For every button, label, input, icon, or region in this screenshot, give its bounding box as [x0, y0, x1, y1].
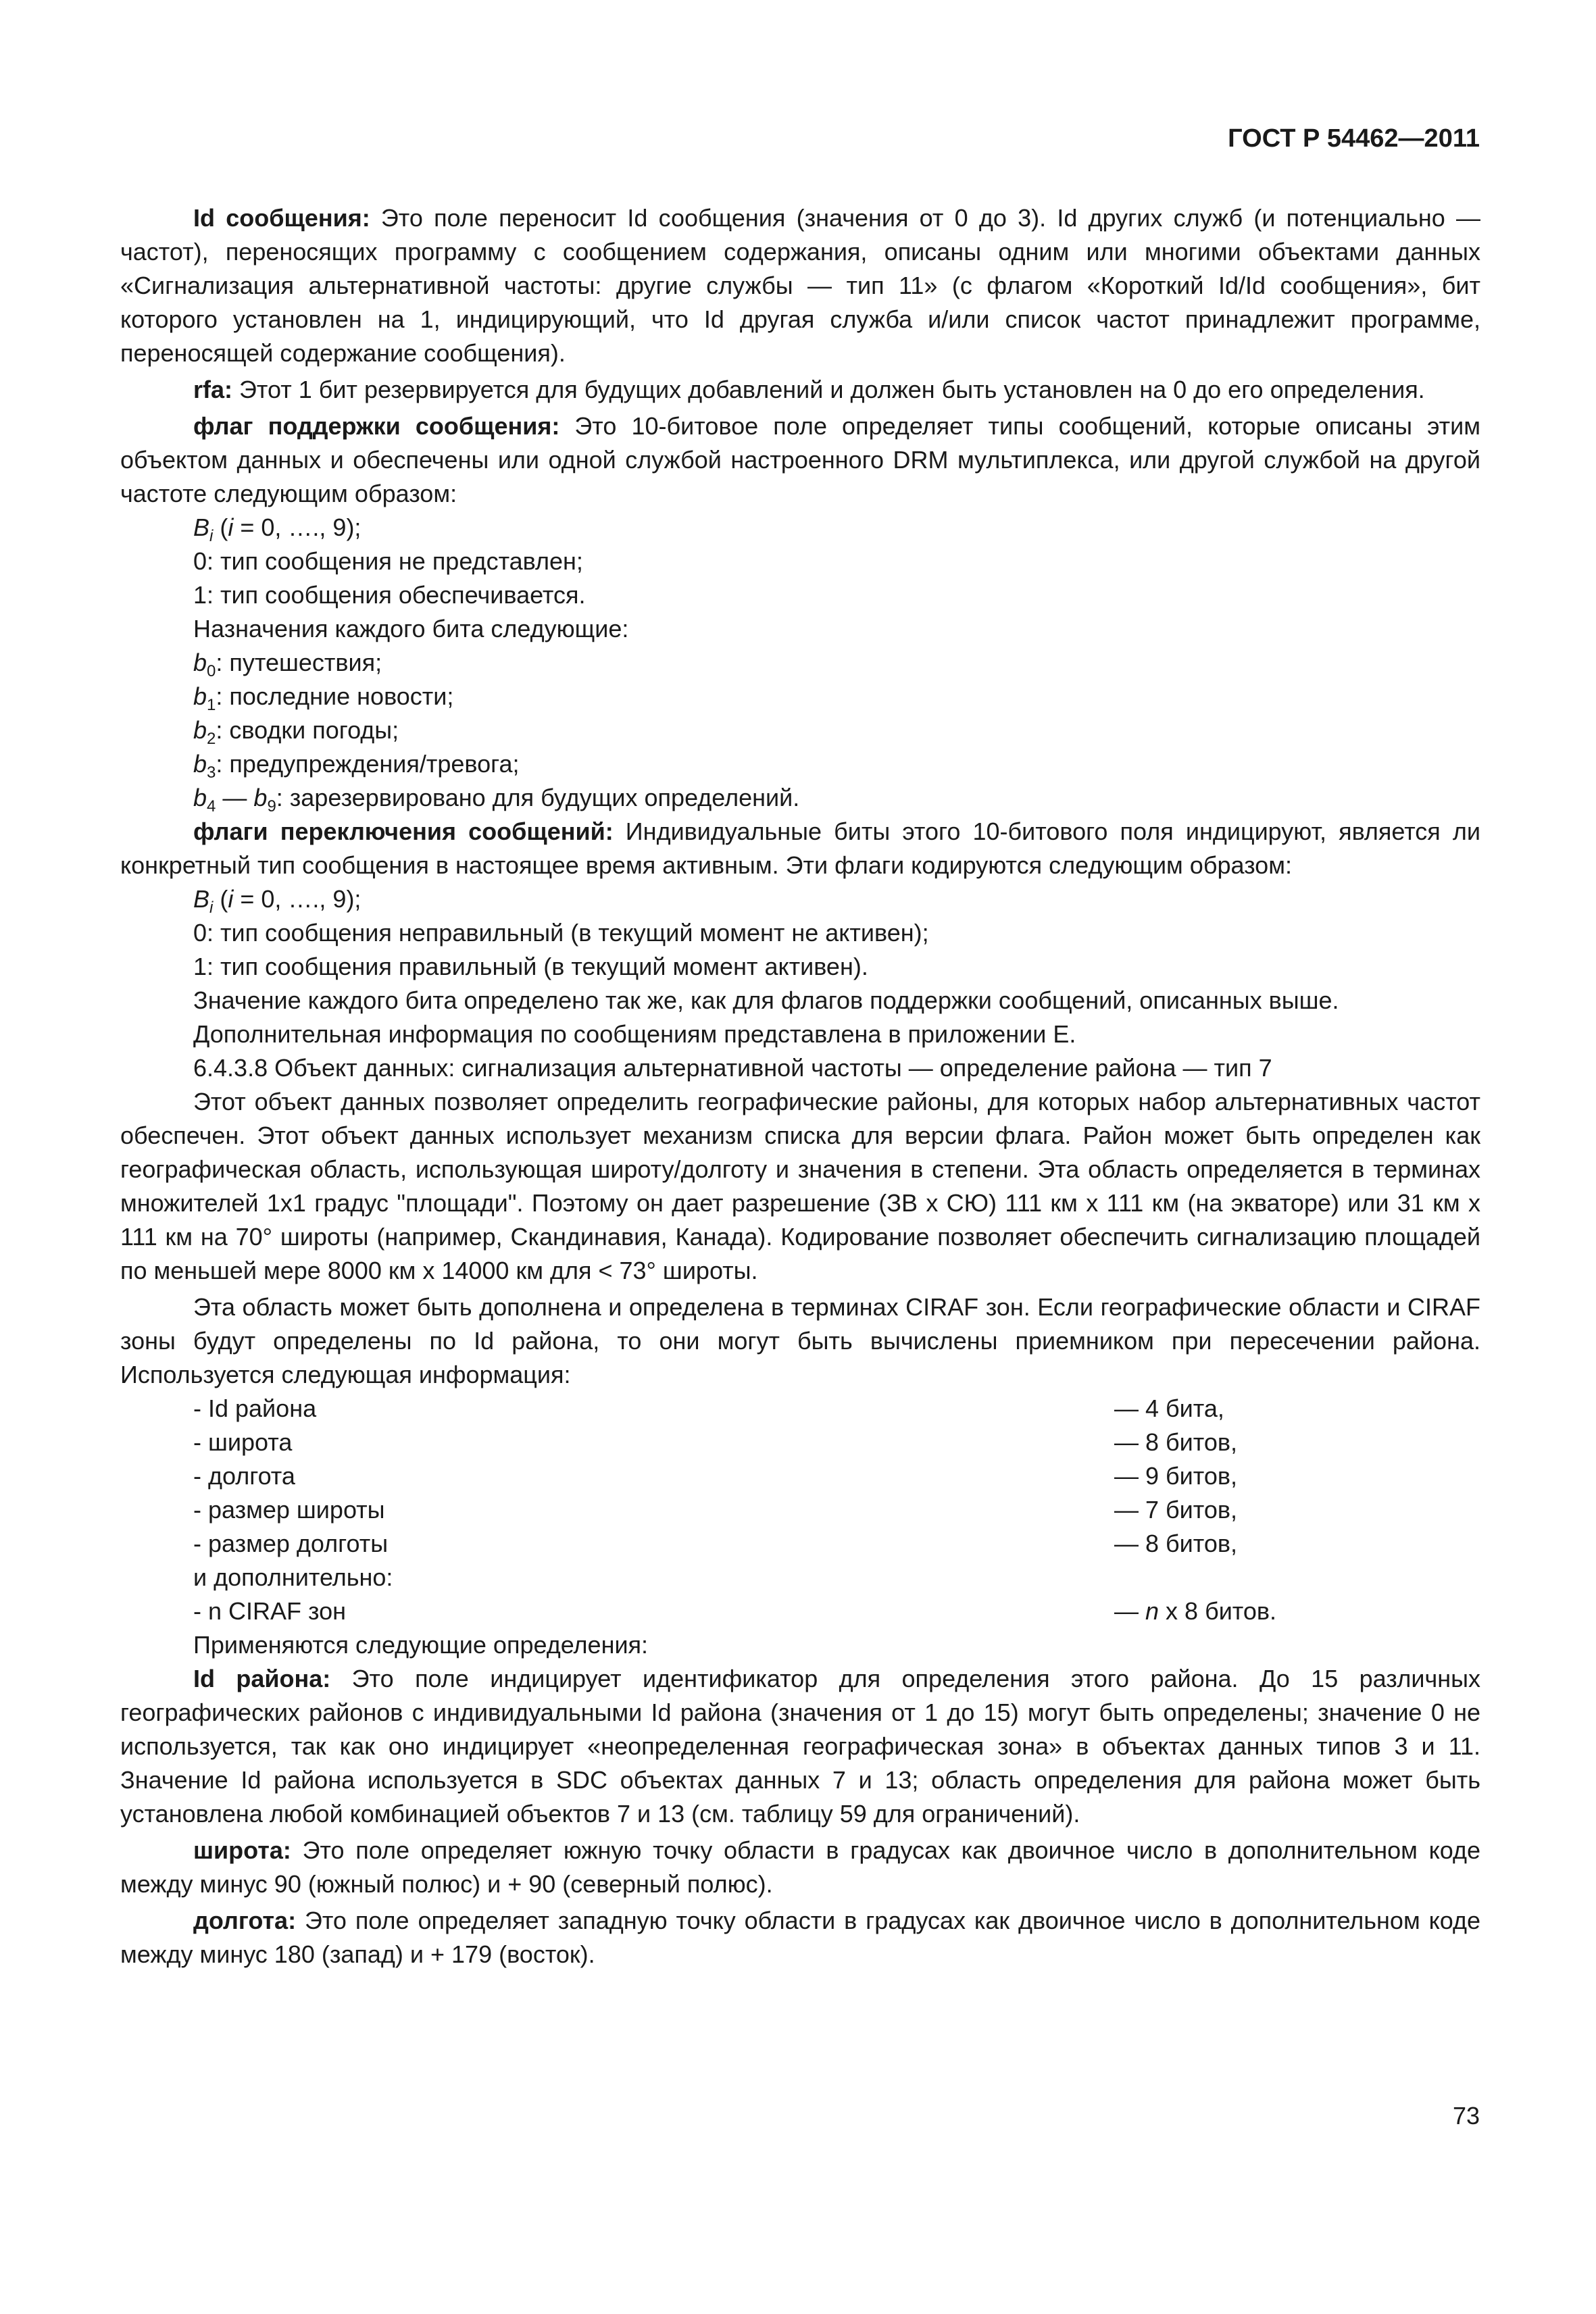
paragraph-ciraf: Эта область может быть дополнена и определена в терминах CIRAF зон. Если географические области и CIRAF зоны будут определены по Id района, то они могут быть вычислены приемником при пересечении района. Используется следующая информация:	[120, 1293, 1480, 1388]
field-size: — 8 битов,	[1114, 1530, 1237, 1557]
switch-extra-note: Дополнительная информация по сообщениям представлена в приложении Е.	[193, 1020, 1076, 1048]
field-name: - долгота	[193, 1462, 295, 1490]
term-longitude: долгота:	[193, 1907, 297, 1934]
field-name: - Id района	[193, 1394, 317, 1422]
field-row-ciraf	[120, 1594, 1480, 1628]
field-row	[120, 1426, 1480, 1459]
additional-label: и дополнительно:	[193, 1563, 393, 1591]
term-support-flag: флаг поддержки сообщения:	[193, 412, 560, 440]
document-id-header: ГОСТ Р 54462—2011	[1228, 124, 1480, 153]
paragraph-switch-flags: флаги переключения сообщений: Индивидуальные биты этого 10-битового поля индицируют, является ли конкретный тип сообщения в настоящее время активным. Эти флаги кодируются следующим образом:	[120, 818, 1481, 879]
switch-value-1: 1: тип сообщения правильный (в текущий момент активен).	[193, 953, 868, 980]
paragraph-region-object: Этот объект данных позволяет определить географические районы, для которых набор альтернативных частот обеспечен. Этот объект данных использует механизм списка для версии флага. Район может быть определен как географическая область, использующая широту/долготу и значения в степени. Эта область определяется в терминах множителей 1x1 градус "площади". Поэтому он дает разрешение (ЗВ х СЮ) 111 км х 111 км (на экваторе) или 31 км х 111 км на 70° широты (например, Скандинавия, Канада). Кодирование позволяет обеспечить сигнализацию площадей по меньшей мере 8000 км х 14000 км для < 73° широты.	[120, 1088, 1480, 1284]
bit-b4-b9: $b_4$ — $b_9$: зарезервировано для будущих определений.	[193, 784, 800, 815]
page-number: 73	[1452, 2102, 1480, 2130]
bit-b2: $b_2$: сводки погоды;	[193, 716, 399, 748]
page-body	[120, 201, 1480, 1971]
field-row	[120, 1527, 1480, 1561]
field-list	[120, 1392, 1480, 1561]
field-size: — 7 битов,	[1114, 1496, 1237, 1524]
bit-index-line-2: $B_i$ (i = 0, …., 9);	[193, 885, 361, 917]
field-size: — 4 бита,	[1114, 1394, 1224, 1422]
field-name: - широта	[193, 1428, 293, 1456]
paragraph-longitude: долгота: Это поле определяет западную точку области в градусах как двоичное число в дополнительном коде между минус 180 (запад) и + 179 (восток).	[120, 1907, 1480, 1968]
paragraph-support-flag: флаг поддержки сообщения: Это 10-битовое поле определяет типы сообщений, которые описаны этим объектом данных и обеспечены или одной службой настроенного DRM мультиплекса, или другой службой на другой частоте следующим образом:	[120, 412, 1480, 507]
field-size: — 8 битов,	[1114, 1428, 1237, 1456]
term-region-id: Id района:	[193, 1665, 331, 1692]
switch-same-note: Значение каждого бита определено так же, как для флагов поддержки сообщений, описанных выше.	[193, 986, 1339, 1014]
bit-b1: $b_1$: последние новости;	[193, 682, 454, 714]
bit-value-0: 0: тип сообщения не представлен;	[193, 547, 583, 575]
bit-index-line: $B_i$ (i = 0, …., 9);	[193, 513, 361, 545]
bit-b0: $b_0$: путешествия;	[193, 649, 382, 680]
field-row	[120, 1459, 1480, 1493]
bit-assign-intro: Назначения каждого бита следующие:	[193, 615, 629, 643]
bit-value-1: 1: тип сообщения обеспечивается.	[193, 581, 586, 609]
field-row	[120, 1493, 1480, 1527]
field-size: — 9 битов,	[1114, 1462, 1237, 1490]
field-name: - размер долготы	[193, 1530, 389, 1557]
term-switch-flags: флаги переключения сообщений:	[193, 818, 614, 845]
switch-value-0: 0: тип сообщения неправильный (в текущий момент не активен);	[193, 919, 929, 947]
bit-b3: $b_3$: предупреждения/тревога;	[193, 750, 520, 782]
term-message-id: Id сообщения:	[193, 204, 370, 232]
paragraph-rfa: rfa: Этот 1 бит резервируется для будущих добавлений и должен быть установлен на 0 до его определения.	[193, 376, 1425, 403]
field-row	[120, 1392, 1480, 1426]
term-latitude: широта:	[193, 1836, 291, 1864]
term-rfa: rfa:	[193, 376, 233, 403]
field-name: - размер широты	[193, 1496, 385, 1524]
paragraph-message-id: Id сообщения: Это поле переносит Id сообщения (значения от 0 до 3). Id других служб (и потенциально — частот), переносящих программу с сообщением содержания, описаны одним или многими объектами данных «Сигнализация альтернативной частоты: другие службы — тип 11» (с флагом «Короткий Id/Id сообщения», бит которого установлен на 1, индицирующий, что Id другая служба и/или список частот принадлежит программе, переносящей содержание сообщения).	[120, 204, 1481, 367]
definitions-intro: Применяются следующие определения:	[193, 1631, 649, 1659]
section-heading: 6.4.3.8 Объект данных: сигнализация альтернативной частоты — определение района — тип 7	[193, 1054, 1272, 1082]
paragraph-latitude: широта: Это поле определяет южную точку области в градусах как двоичное число в дополнительном коде между минус 90 (южный полюс) и + 90 (северный полюс).	[120, 1836, 1480, 1898]
paragraph-region-id: Id района: Это поле индицирует идентификатор для определения этого района. До 15 различных географических районов с индивидуальными Id района (значения от 1 до 15) могут быть определены; значение 0 не используется, так как оно индицирует «неопределенная географическая зона» в объектах данных типов 3 и 11. Значение Id района используется в SDC объектах данных 7 и 13; область определения для района может быть установлена любой комбинацией объектов 7 и 13 (см. таблицу 59 для ограничений).	[120, 1665, 1480, 1828]
field-size: — n х 8 битов.	[1114, 1597, 1277, 1625]
field-name: - n CIRAF зон	[193, 1597, 347, 1625]
